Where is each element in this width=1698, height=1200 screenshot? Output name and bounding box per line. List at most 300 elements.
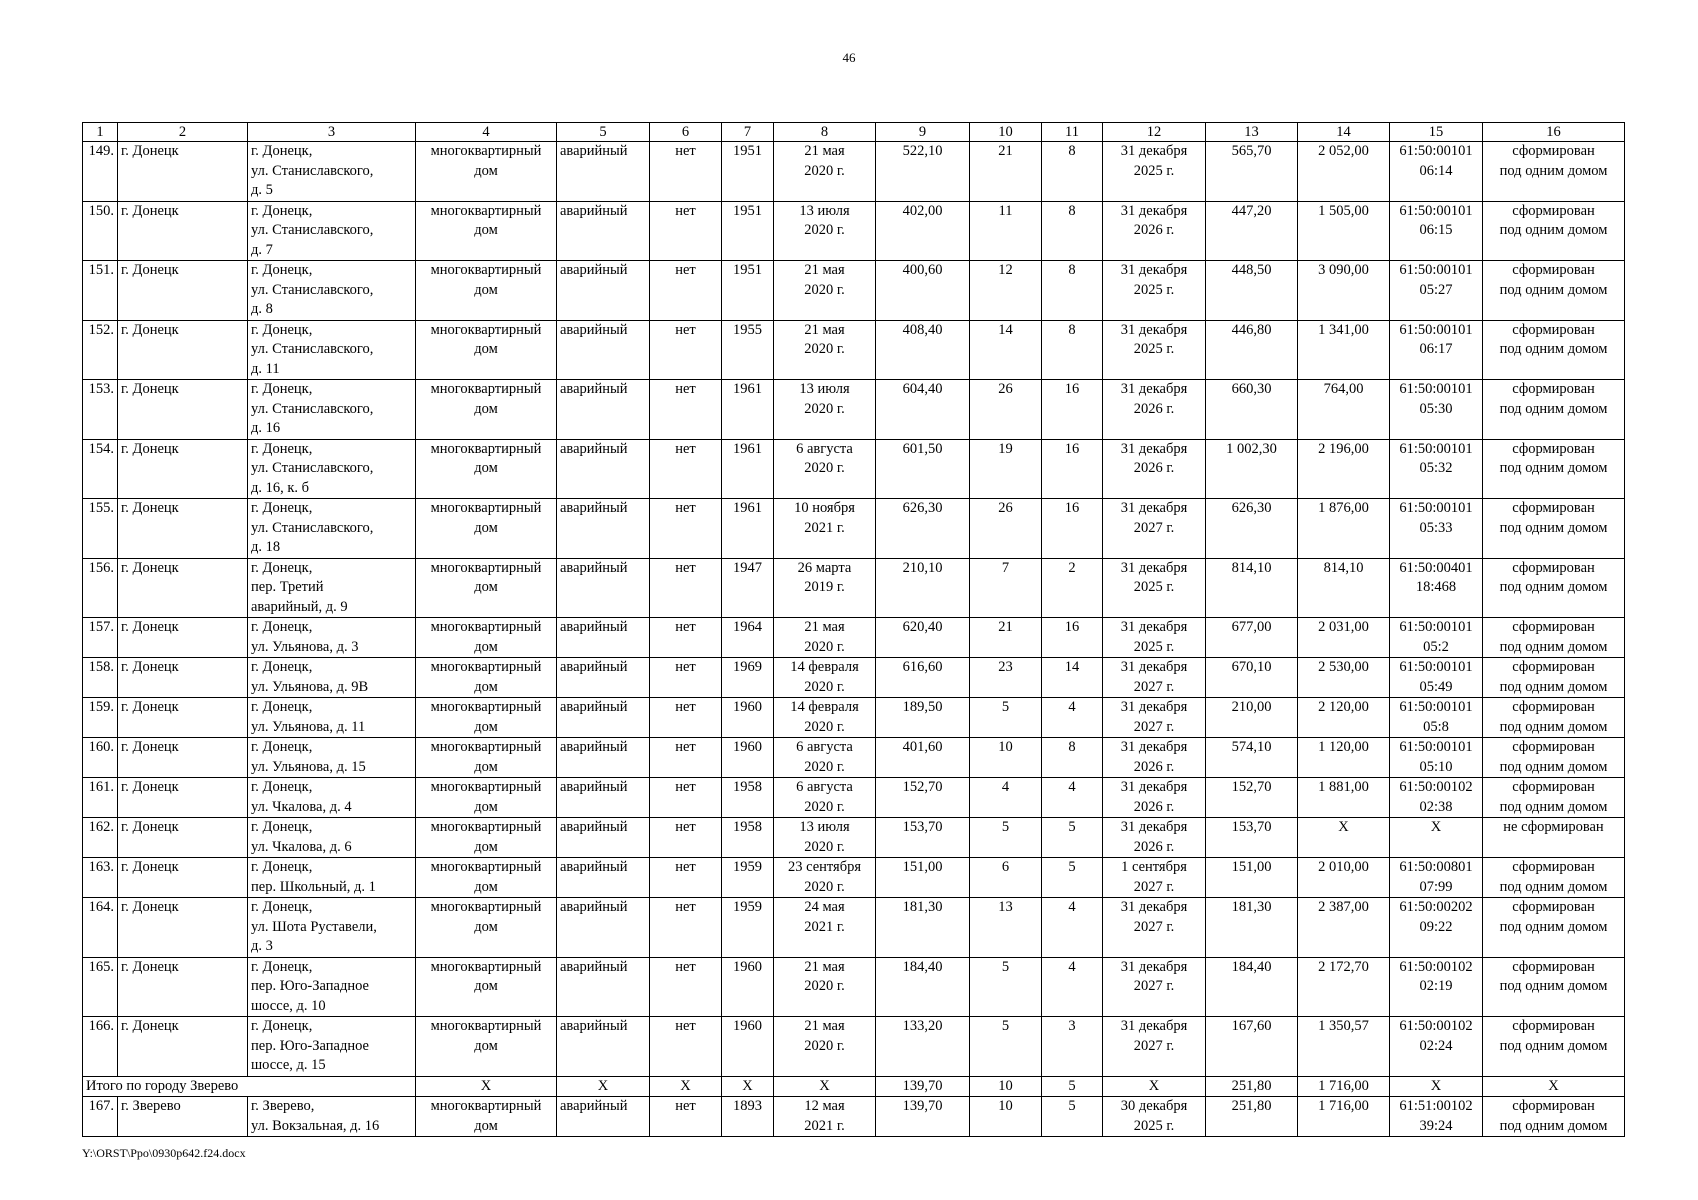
planned-date-cell-line: 2027 г. bbox=[1133, 519, 1175, 536]
column-6-cell: нет bbox=[650, 142, 722, 202]
column-14-cell: 764,00 bbox=[1298, 380, 1390, 440]
land-status-cell bbox=[1483, 698, 1625, 738]
planned-date-cell-line: 31 декабря bbox=[1120, 381, 1188, 397]
planned-date-cell-line: 31 декабря bbox=[1120, 262, 1188, 278]
area-cell: 620,40 bbox=[876, 618, 970, 658]
building-type-cell-line: многоквартирный bbox=[430, 958, 542, 975]
recognition-date-cell-line: 2020 г. bbox=[804, 222, 845, 238]
table-row bbox=[83, 858, 1625, 898]
column-14-cell: 1 120,00 bbox=[1298, 738, 1390, 778]
table-row bbox=[83, 658, 1625, 698]
column-header: 9 bbox=[876, 123, 970, 142]
building-type-cell bbox=[416, 439, 557, 499]
planned-date-cell bbox=[1103, 858, 1206, 898]
table-row bbox=[83, 778, 1625, 818]
land-status-cell-line: сформирован bbox=[1512, 619, 1595, 635]
row-number: 151. bbox=[83, 261, 118, 321]
column-6-cell: нет bbox=[650, 380, 722, 440]
cadastral-number-cell bbox=[1390, 1017, 1483, 1077]
column-header: 4 bbox=[416, 123, 557, 142]
address-cell-line: г. Донецк, bbox=[251, 899, 313, 915]
column-14-cell: 2 010,00 bbox=[1298, 858, 1390, 898]
column-6-cell: нет bbox=[650, 320, 722, 380]
column-14-cell: 2 120,00 bbox=[1298, 698, 1390, 738]
condition-cell: аварийный bbox=[557, 558, 650, 618]
building-type-cell-line: многоквартирный bbox=[430, 1018, 542, 1034]
building-type-cell-line: дом bbox=[474, 878, 498, 895]
column-10-cell: 5 bbox=[970, 698, 1042, 738]
recognition-date-cell bbox=[774, 142, 876, 202]
column-11-cell: 16 bbox=[1042, 380, 1103, 440]
land-status-cell-line: сформирован bbox=[1512, 779, 1595, 795]
recognition-date-cell bbox=[774, 558, 876, 618]
column-13-cell: 814,10 bbox=[1206, 558, 1298, 618]
recognition-date-cell-line: 2021 г. bbox=[804, 1117, 845, 1134]
recognition-date-cell-line: 21 мая bbox=[804, 262, 845, 278]
building-type-cell bbox=[416, 698, 557, 738]
cadastral-number-cell bbox=[1390, 201, 1483, 261]
planned-date-cell-line: 31 декабря bbox=[1120, 899, 1188, 915]
column-10-cell: 26 bbox=[970, 380, 1042, 440]
city-cell: г. Зверево bbox=[118, 1097, 248, 1137]
planned-date-cell-line: 2027 г. bbox=[1133, 878, 1175, 895]
cadastral-number-cell-line: 61:50:00101 bbox=[1399, 202, 1473, 219]
column-header: 12 bbox=[1103, 123, 1206, 142]
column-10-cell: 5 bbox=[970, 818, 1042, 858]
table-row bbox=[83, 439, 1625, 499]
planned-date-cell-line: 2027 г. bbox=[1133, 1037, 1175, 1054]
building-type-cell-line: многоквартирный bbox=[430, 202, 542, 219]
city-cell: г. Донецк bbox=[118, 558, 248, 618]
planned-date-cell-line: 2027 г. bbox=[1133, 918, 1175, 935]
row-number: 158. bbox=[83, 658, 118, 698]
area-cell: 522,10 bbox=[876, 142, 970, 202]
building-type-cell bbox=[416, 499, 557, 559]
column-header: 16 bbox=[1483, 123, 1625, 142]
address-cell-line: пер. Третий bbox=[251, 579, 324, 595]
address-cell bbox=[248, 858, 416, 898]
land-status-cell-line: сформирован bbox=[1512, 1098, 1595, 1114]
recognition-date-cell-line: 2020 г. bbox=[804, 460, 845, 476]
land-status-cell-line: под одним домом bbox=[1499, 1117, 1608, 1134]
column-14-cell: 1 881,00 bbox=[1298, 778, 1390, 818]
land-status-cell-line: под одним домом bbox=[1499, 918, 1608, 935]
table-row bbox=[83, 738, 1625, 778]
recognition-date-cell-line: 6 августа bbox=[796, 739, 853, 755]
condition-cell: аварийный bbox=[557, 320, 650, 380]
address-cell-line: г. Донецк, bbox=[251, 500, 313, 516]
address-cell-line: ул. Станиславского, bbox=[251, 519, 374, 536]
cadastral-number-cell-line: 09:22 bbox=[1419, 918, 1453, 935]
recognition-date-cell-line: 21 мая bbox=[804, 321, 845, 338]
cadastral-number-cell-line: 18:468 bbox=[1415, 579, 1457, 595]
subtotal-c7: Х bbox=[722, 1076, 774, 1097]
column-13-cell: 447,20 bbox=[1206, 201, 1298, 261]
column-10-cell: 26 bbox=[970, 499, 1042, 559]
building-type-cell-line: многоквартирный bbox=[430, 440, 542, 457]
column-14-cell: 814,10 bbox=[1298, 558, 1390, 618]
year-cell: 1947 bbox=[722, 558, 774, 618]
land-status-cell-line: сформирован bbox=[1512, 859, 1595, 875]
column-header: 15 bbox=[1390, 123, 1483, 142]
condition-cell: аварийный bbox=[557, 618, 650, 658]
condition-cell: аварийный bbox=[557, 698, 650, 738]
land-status-cell-line: сформирован bbox=[1512, 958, 1595, 975]
housing-registry-table bbox=[82, 122, 1625, 1137]
recognition-date-cell-line: 24 мая bbox=[804, 899, 845, 915]
year-cell: 1961 bbox=[722, 380, 774, 440]
column-6-cell: нет bbox=[650, 698, 722, 738]
land-status-cell bbox=[1483, 658, 1625, 698]
column-14-cell: 2 530,00 bbox=[1298, 658, 1390, 698]
column-13-cell: 1 002,30 bbox=[1206, 439, 1298, 499]
address-cell-line: д. 8 bbox=[251, 301, 273, 317]
cadastral-number-cell-line: 61:50:00102 bbox=[1399, 1018, 1473, 1034]
row-number: 164. bbox=[83, 898, 118, 958]
address-cell bbox=[248, 698, 416, 738]
year-cell: 1964 bbox=[722, 618, 774, 658]
land-status-cell-line: сформирован bbox=[1512, 143, 1595, 159]
building-type-cell-line: дом bbox=[474, 1037, 498, 1054]
building-type-cell bbox=[416, 778, 557, 818]
address-cell-line: ул. Ульянова, д. 15 bbox=[251, 758, 366, 775]
column-14-cell: 1 505,00 bbox=[1298, 201, 1390, 261]
planned-date-cell-line: 31 декабря bbox=[1120, 819, 1188, 835]
cadastral-number-cell-line: 61:50:00102 bbox=[1399, 958, 1473, 975]
subtotal-c16: Х bbox=[1483, 1076, 1625, 1097]
building-type-cell-line: дом bbox=[474, 281, 498, 298]
condition-cell: аварийный bbox=[557, 439, 650, 499]
cadastral-number-cell bbox=[1390, 380, 1483, 440]
year-cell: 1958 bbox=[722, 818, 774, 858]
file-path-footer: Y:\ORST\Ppo\0930p642.f24.docx bbox=[82, 1146, 246, 1160]
column-11-cell: 8 bbox=[1042, 261, 1103, 321]
address-cell-line: г. Донецк, bbox=[251, 819, 313, 835]
condition-cell: аварийный bbox=[557, 658, 650, 698]
building-type-cell-line: дом bbox=[474, 222, 498, 238]
planned-date-cell-line: 1 сентября bbox=[1121, 859, 1187, 875]
recognition-date-cell bbox=[774, 738, 876, 778]
planned-date-cell bbox=[1103, 499, 1206, 559]
area-cell: 616,60 bbox=[876, 658, 970, 698]
area-cell: 139,70 bbox=[876, 1097, 970, 1137]
recognition-date-cell-line: 2021 г. bbox=[804, 519, 845, 536]
address-cell-line: ул. Чкалова, д. 4 bbox=[251, 798, 352, 815]
city-cell: г. Донецк bbox=[118, 261, 248, 321]
address-cell-line: г. Донецк, bbox=[251, 739, 313, 755]
address-cell-line: г. Донецк, bbox=[251, 262, 313, 278]
city-cell: г. Донецк bbox=[118, 320, 248, 380]
table-row bbox=[83, 499, 1625, 559]
planned-date-cell bbox=[1103, 201, 1206, 261]
planned-date-cell bbox=[1103, 898, 1206, 958]
land-status-cell bbox=[1483, 499, 1625, 559]
condition-cell: аварийный bbox=[557, 499, 650, 559]
building-type-cell-line: многоквартирный bbox=[430, 739, 542, 755]
land-status-cell-line: сформирован bbox=[1512, 739, 1595, 755]
planned-date-cell bbox=[1103, 818, 1206, 858]
planned-date-cell bbox=[1103, 1097, 1206, 1137]
area-cell: 604,40 bbox=[876, 380, 970, 440]
area-cell: 402,00 bbox=[876, 201, 970, 261]
land-status-cell-line: сформирован bbox=[1512, 899, 1595, 915]
address-cell-line: ул. Станиславского, bbox=[251, 162, 374, 179]
land-status-cell-line: под одним домом bbox=[1499, 579, 1608, 595]
column-13-cell: 167,60 bbox=[1206, 1017, 1298, 1077]
subtotal-c6: Х bbox=[650, 1076, 722, 1097]
cadastral-number-cell-line: 05:30 bbox=[1419, 400, 1453, 417]
land-status-cell bbox=[1483, 778, 1625, 818]
address-cell-line: д. 16 bbox=[251, 420, 281, 436]
column-header: 8 bbox=[774, 123, 876, 142]
column-11-cell: 14 bbox=[1042, 658, 1103, 698]
recognition-date-cell-line: 2020 г. bbox=[804, 838, 845, 855]
area-cell: 210,10 bbox=[876, 558, 970, 618]
column-10-cell: 4 bbox=[970, 778, 1042, 818]
building-type-cell bbox=[416, 738, 557, 778]
column-11-cell: 8 bbox=[1042, 320, 1103, 380]
land-status-cell-line: под одним домом bbox=[1499, 638, 1608, 655]
address-cell bbox=[248, 558, 416, 618]
recognition-date-cell bbox=[774, 380, 876, 440]
recognition-date-cell bbox=[774, 618, 876, 658]
recognition-date-cell-line: 13 июля bbox=[799, 819, 850, 835]
column-header: 1 bbox=[83, 123, 118, 142]
city-cell: г. Донецк bbox=[118, 957, 248, 1017]
address-cell bbox=[248, 618, 416, 658]
subtotal-c14: 1 716,00 bbox=[1298, 1076, 1390, 1097]
area-cell: 133,20 bbox=[876, 1017, 970, 1077]
row-number: 150. bbox=[83, 201, 118, 261]
land-status-cell bbox=[1483, 618, 1625, 658]
column-header: 13 bbox=[1206, 123, 1298, 142]
subtotal-c13: 251,80 bbox=[1206, 1076, 1298, 1097]
land-status-cell bbox=[1483, 261, 1625, 321]
table-row bbox=[83, 558, 1625, 618]
column-header: 11 bbox=[1042, 123, 1103, 142]
address-cell-line: г. Донецк, bbox=[251, 202, 313, 219]
column-6-cell: нет bbox=[650, 898, 722, 958]
column-10-cell: 11 bbox=[970, 201, 1042, 261]
column-11-cell: 5 bbox=[1042, 858, 1103, 898]
address-cell-line: шоссе, д. 15 bbox=[251, 1057, 326, 1073]
recognition-date-cell-line: 2020 г. bbox=[804, 978, 845, 994]
cadastral-number-cell bbox=[1390, 658, 1483, 698]
column-10-cell: 13 bbox=[970, 898, 1042, 958]
recognition-date-cell-line: 2020 г. bbox=[804, 678, 845, 695]
column-11-cell: 5 bbox=[1042, 818, 1103, 858]
land-status-cell bbox=[1483, 201, 1625, 261]
cadastral-number-cell-line: 61:50:00101 bbox=[1399, 659, 1473, 675]
land-status-cell-line: под одним домом bbox=[1499, 978, 1608, 994]
row-number: 149. bbox=[83, 142, 118, 202]
address-cell-line: г. Донецк, bbox=[251, 321, 313, 338]
planned-date-cell bbox=[1103, 261, 1206, 321]
cadastral-number-cell-line: 05:10 bbox=[1419, 758, 1453, 775]
column-6-cell: нет bbox=[650, 858, 722, 898]
column-11-cell: 4 bbox=[1042, 778, 1103, 818]
planned-date-cell-line: 31 декабря bbox=[1120, 1018, 1188, 1034]
cadastral-number-cell-line: 61:51:00102 bbox=[1399, 1098, 1473, 1114]
recognition-date-cell-line: 6 августа bbox=[796, 440, 853, 457]
land-status-cell-line: под одним домом bbox=[1499, 718, 1608, 735]
column-10-cell: 21 bbox=[970, 618, 1042, 658]
recognition-date-cell-line: 21 мая bbox=[804, 1018, 845, 1034]
recognition-date-cell-line: 2019 г. bbox=[804, 579, 845, 595]
recognition-date-cell-line: 13 июля bbox=[799, 202, 850, 219]
building-type-cell-line: дом bbox=[474, 519, 498, 536]
planned-date-cell-line: 31 декабря bbox=[1120, 739, 1188, 755]
address-cell-line: г. Донецк, bbox=[251, 381, 313, 397]
planned-date-cell-line: 2027 г. bbox=[1133, 978, 1175, 994]
building-type-cell bbox=[416, 858, 557, 898]
land-status-cell-line: сформирован bbox=[1512, 202, 1595, 219]
column-10-cell: 6 bbox=[970, 858, 1042, 898]
planned-date-cell-line: 31 декабря bbox=[1120, 779, 1188, 795]
recognition-date-cell bbox=[774, 658, 876, 698]
building-type-cell-line: дом bbox=[474, 798, 498, 815]
planned-date-cell-line: 2026 г. bbox=[1133, 460, 1175, 476]
planned-date-cell-line: 2025 г. bbox=[1133, 281, 1175, 298]
address-cell-line: г. Зверево, bbox=[251, 1098, 315, 1114]
planned-date-cell bbox=[1103, 618, 1206, 658]
land-status-cell-line: сформирован bbox=[1512, 381, 1595, 397]
column-13-cell: 448,50 bbox=[1206, 261, 1298, 321]
table-row bbox=[83, 320, 1625, 380]
city-cell: г. Донецк bbox=[118, 738, 248, 778]
recognition-date-cell bbox=[774, 778, 876, 818]
land-status-cell-line: под одним домом bbox=[1499, 798, 1608, 815]
area-cell: 189,50 bbox=[876, 698, 970, 738]
cadastral-number-cell-line: 05:8 bbox=[1423, 718, 1449, 735]
row-number: 167. bbox=[83, 1097, 118, 1137]
address-cell-line: г. Донецк, bbox=[251, 559, 313, 576]
planned-date-cell-line: 2026 г. bbox=[1133, 798, 1175, 815]
cadastral-number-cell-line: 39:24 bbox=[1419, 1117, 1453, 1134]
recognition-date-cell-line: 2020 г. bbox=[804, 798, 845, 815]
column-10-cell: 21 bbox=[970, 142, 1042, 202]
building-type-cell-line: дом bbox=[474, 341, 498, 357]
table-row bbox=[83, 618, 1625, 658]
address-cell-line: пер. Юго-Западное bbox=[251, 1037, 369, 1054]
condition-cell: аварийный bbox=[557, 898, 650, 958]
address-cell bbox=[248, 818, 416, 858]
column-6-cell: нет bbox=[650, 738, 722, 778]
table-row bbox=[83, 698, 1625, 738]
building-type-cell-line: дом bbox=[474, 918, 498, 935]
recognition-date-cell bbox=[774, 698, 876, 738]
column-13-cell: 151,00 bbox=[1206, 858, 1298, 898]
building-type-cell-line: многоквартирный bbox=[430, 819, 542, 835]
row-number: 154. bbox=[83, 439, 118, 499]
address-cell bbox=[248, 201, 416, 261]
building-type-cell bbox=[416, 618, 557, 658]
land-status-cell-line: под одним домом bbox=[1499, 1037, 1608, 1054]
building-type-cell-line: многоквартирный bbox=[430, 559, 542, 576]
land-status-cell-line: под одним домом bbox=[1499, 758, 1608, 775]
recognition-date-cell-line: 13 июля bbox=[799, 381, 850, 397]
planned-date-cell-line: 2026 г. bbox=[1133, 838, 1175, 855]
cadastral-number-cell-line: 02:19 bbox=[1419, 978, 1453, 994]
column-11-cell: 16 bbox=[1042, 618, 1103, 658]
land-status-cell-line: под одним домом bbox=[1499, 400, 1608, 417]
area-cell: 601,50 bbox=[876, 439, 970, 499]
address-cell-line: ул. Станиславского, bbox=[251, 460, 374, 476]
building-type-cell-line: многоквартирный bbox=[430, 500, 542, 516]
address-cell bbox=[248, 439, 416, 499]
cadastral-number-cell-line: 61:50:00101 bbox=[1399, 440, 1473, 457]
building-type-cell-line: многоквартирный bbox=[430, 779, 542, 795]
building-type-cell-line: многоквартирный bbox=[430, 659, 542, 675]
cadastral-number-cell bbox=[1390, 439, 1483, 499]
land-status-cell bbox=[1483, 898, 1625, 958]
address-cell-line: ул. Ульянова, д. 11 bbox=[251, 718, 366, 735]
area-cell: 152,70 bbox=[876, 778, 970, 818]
recognition-date-cell bbox=[774, 1017, 876, 1077]
area-cell: 153,70 bbox=[876, 818, 970, 858]
planned-date-cell-line: 2025 г. bbox=[1133, 162, 1175, 179]
row-number: 156. bbox=[83, 558, 118, 618]
recognition-date-cell-line: 10 ноября bbox=[794, 500, 855, 516]
area-cell: 408,40 bbox=[876, 320, 970, 380]
building-type-cell bbox=[416, 201, 557, 261]
building-type-cell-line: многоквартирный bbox=[430, 262, 542, 278]
condition-cell: аварийный bbox=[557, 1017, 650, 1077]
recognition-date-cell bbox=[774, 1097, 876, 1137]
year-cell: 1961 bbox=[722, 439, 774, 499]
subtotal-c12: Х bbox=[1103, 1076, 1206, 1097]
building-type-cell bbox=[416, 818, 557, 858]
cadastral-number-cell-line: 05:49 bbox=[1419, 678, 1453, 695]
address-cell bbox=[248, 142, 416, 202]
cadastral-number-cell bbox=[1390, 1097, 1483, 1137]
cadastral-number-cell-line: 61:50:00101 bbox=[1399, 262, 1473, 278]
city-cell: г. Донецк bbox=[118, 778, 248, 818]
cadastral-number-cell-line: 07:99 bbox=[1419, 878, 1453, 895]
address-cell-line: г. Донецк, bbox=[251, 859, 313, 875]
building-type-cell-line: дом bbox=[474, 678, 498, 695]
recognition-date-cell-line: 26 марта bbox=[797, 559, 852, 576]
row-number: 166. bbox=[83, 1017, 118, 1077]
city-cell: г. Донецк bbox=[118, 658, 248, 698]
column-13-cell: 181,30 bbox=[1206, 898, 1298, 958]
condition-cell: аварийный bbox=[557, 142, 650, 202]
building-type-cell-line: многоквартирный bbox=[430, 859, 542, 875]
year-cell: 1951 bbox=[722, 142, 774, 202]
planned-date-cell-line: 31 декабря bbox=[1120, 143, 1188, 159]
column-11-cell: 8 bbox=[1042, 142, 1103, 202]
cadastral-number-cell bbox=[1390, 738, 1483, 778]
column-6-cell: нет bbox=[650, 818, 722, 858]
column-14-cell: 1 341,00 bbox=[1298, 320, 1390, 380]
cadastral-number-cell-line: 05:33 bbox=[1419, 519, 1453, 536]
address-cell-line: ул. Станиславского, bbox=[251, 281, 374, 298]
column-14-cell: 2 387,00 bbox=[1298, 898, 1390, 958]
cadastral-number-cell-line: 61:50:00101 bbox=[1399, 619, 1473, 635]
column-11-cell: 4 bbox=[1042, 898, 1103, 958]
city-cell: г. Донецк bbox=[118, 818, 248, 858]
planned-date-cell bbox=[1103, 380, 1206, 440]
building-type-cell-line: дом bbox=[474, 1117, 498, 1134]
column-14-cell: 1 876,00 bbox=[1298, 499, 1390, 559]
year-cell: 1960 bbox=[722, 698, 774, 738]
cadastral-number-cell bbox=[1390, 698, 1483, 738]
cadastral-number-cell bbox=[1390, 778, 1483, 818]
address-cell-line: г. Донецк, bbox=[251, 958, 313, 975]
recognition-date-cell-line: 2020 г. bbox=[804, 281, 845, 298]
cadastral-number-cell-line: 61:50:00102 bbox=[1399, 779, 1473, 795]
cadastral-number-cell-line: 61:50:00101 bbox=[1399, 739, 1473, 755]
